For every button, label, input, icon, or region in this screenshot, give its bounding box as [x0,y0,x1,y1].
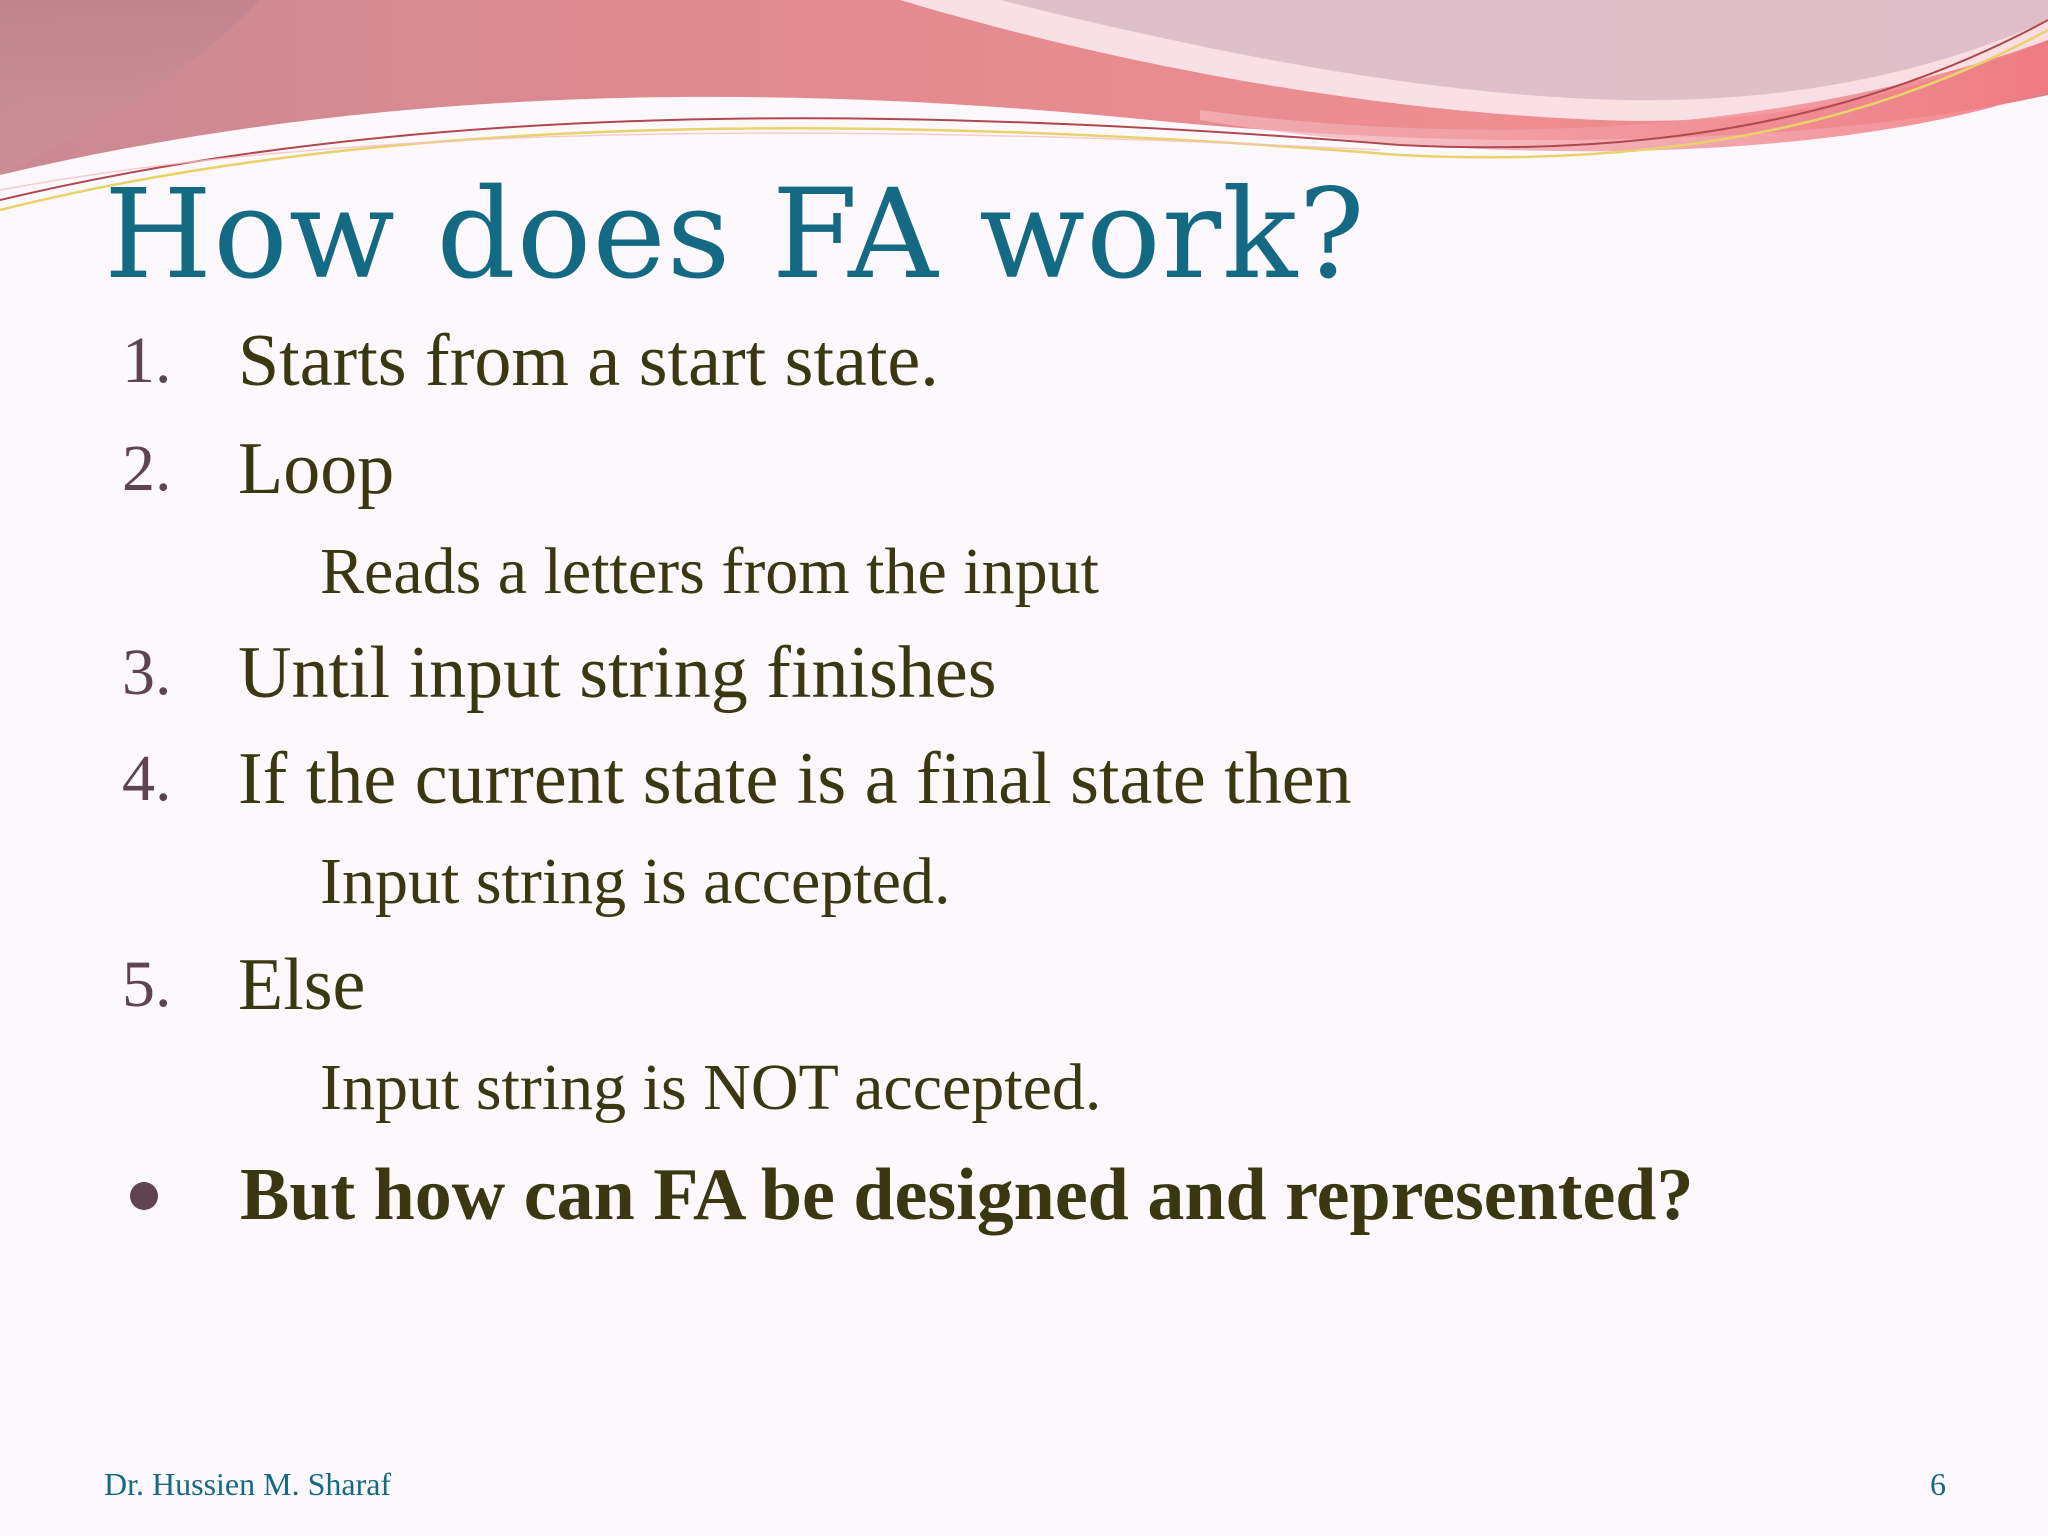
item-number: 4. [122,742,172,815]
item-number: 5. [122,948,172,1021]
bullet-icon [130,1182,158,1210]
item-text: If the current state is a final state then [238,738,1352,820]
item-number: 3. [122,636,172,709]
bullet-text: But how can FA be designed and represented? [240,1154,1694,1236]
item-number: 1. [122,324,172,397]
sub-item: Input string is accepted. [320,845,951,918]
item-text: Starts from a start state. [238,320,939,402]
page-number: 6 [1930,1466,1946,1502]
item-text: Else [238,944,366,1026]
sub-item: Reads a letters from the input [320,535,1099,608]
sub-item: Input string is NOT accepted. [320,1051,1102,1124]
item-text: Until input string finishes [238,632,997,714]
item-number: 2. [122,432,172,505]
item-text: Loop [238,428,395,510]
slide-title: How does FA work? [104,163,1366,307]
footer-author: Dr. Hussien M. Sharaf [104,1466,392,1502]
